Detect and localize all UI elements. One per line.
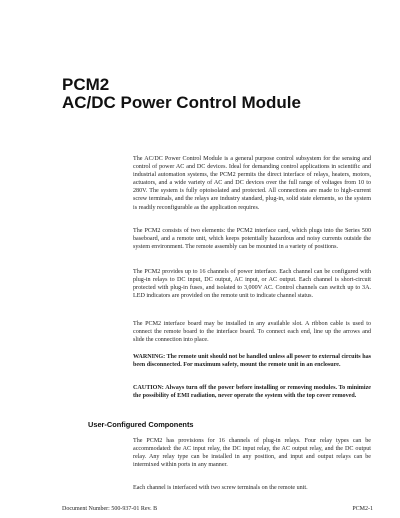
caution-text: CAUTION: Always turn off the power before installing or removing modules. To minimize the possibility of EMI radiation, never operate the system with the top cover removed. [133,385,371,400]
footer-page-number: PCM2-1 [352,506,373,512]
document-title: PCM2 [62,75,110,94]
paragraph-elements: The PCM2 consists of two elements: the PCM2 interface card, which plugs into the Series 500 baseboard, and a remote unit, which keeps potentially hazardous and noisy currents outside the system environment. The remote assembly can be mounted in a variety of positions. [133,228,371,251]
paragraph-relays: The PCM2 has provisions for 16 channels of plug-in relays. Four relay types can be accommodated: the AC input relay, the DC input relay, the AC output relay, and the DC output relay. Any relay type can be installed in any position, and input and output relays can be intermixed within ports in any manner. [133,438,371,469]
paragraph-channels: The PCM2 provides up to 16 channels of power interface. Each channel can be configured with plug-in relays to DC input, DC output, AC input, or AC output. Each channel is short-circuit protected with plug-in fuses, and isolated to 3,000V AC. Control channels can switch up to 3A. LED indicators are provided on the remote unit to indicate channel status. [133,269,371,300]
section-heading-user-configured: User-Configured Components [88,420,194,429]
warning-text: WARNING: The remote unit should not be handled unless all power to external circuits has been disconnected. For maximum safety, mount the remote unit in an enclosure. [133,354,371,369]
paragraph-installation: The PCM2 interface board may be installed in any available slot. A ribbon cable is used to connect the remote board to the interface board. To connect each end, line up the arrows and slide the connection into place. [133,321,371,344]
footer-document-number: Document Number: 500-937-01 Rev. B [62,506,158,512]
paragraph-overview: The AC/DC Power Control Module is a general purpose control subsystem for the sensing and control of power AC and DC devices. Ideal for demanding control applications in scientific and industrial automation systems, the PCM2 permits the direct interface of relays, heaters, motors, actuators, and a wide variety of AC and DC devices over the full range of voltages from 10 to 280V. The system is fully optoisolated and protected. All connections are made to high-current screw terminals, and the relays are industry standard, plug-in, solid state elements, so the system is readily reconfigurable as the application requires. [133,156,371,211]
paragraph-terminals: Each channel is interfaced with two screw terminals on the remote unit. [133,485,308,491]
document-subtitle: AC/DC Power Control Module [62,93,301,112]
caution-paragraph [133,384,371,400]
warning-paragraph [133,353,371,369]
